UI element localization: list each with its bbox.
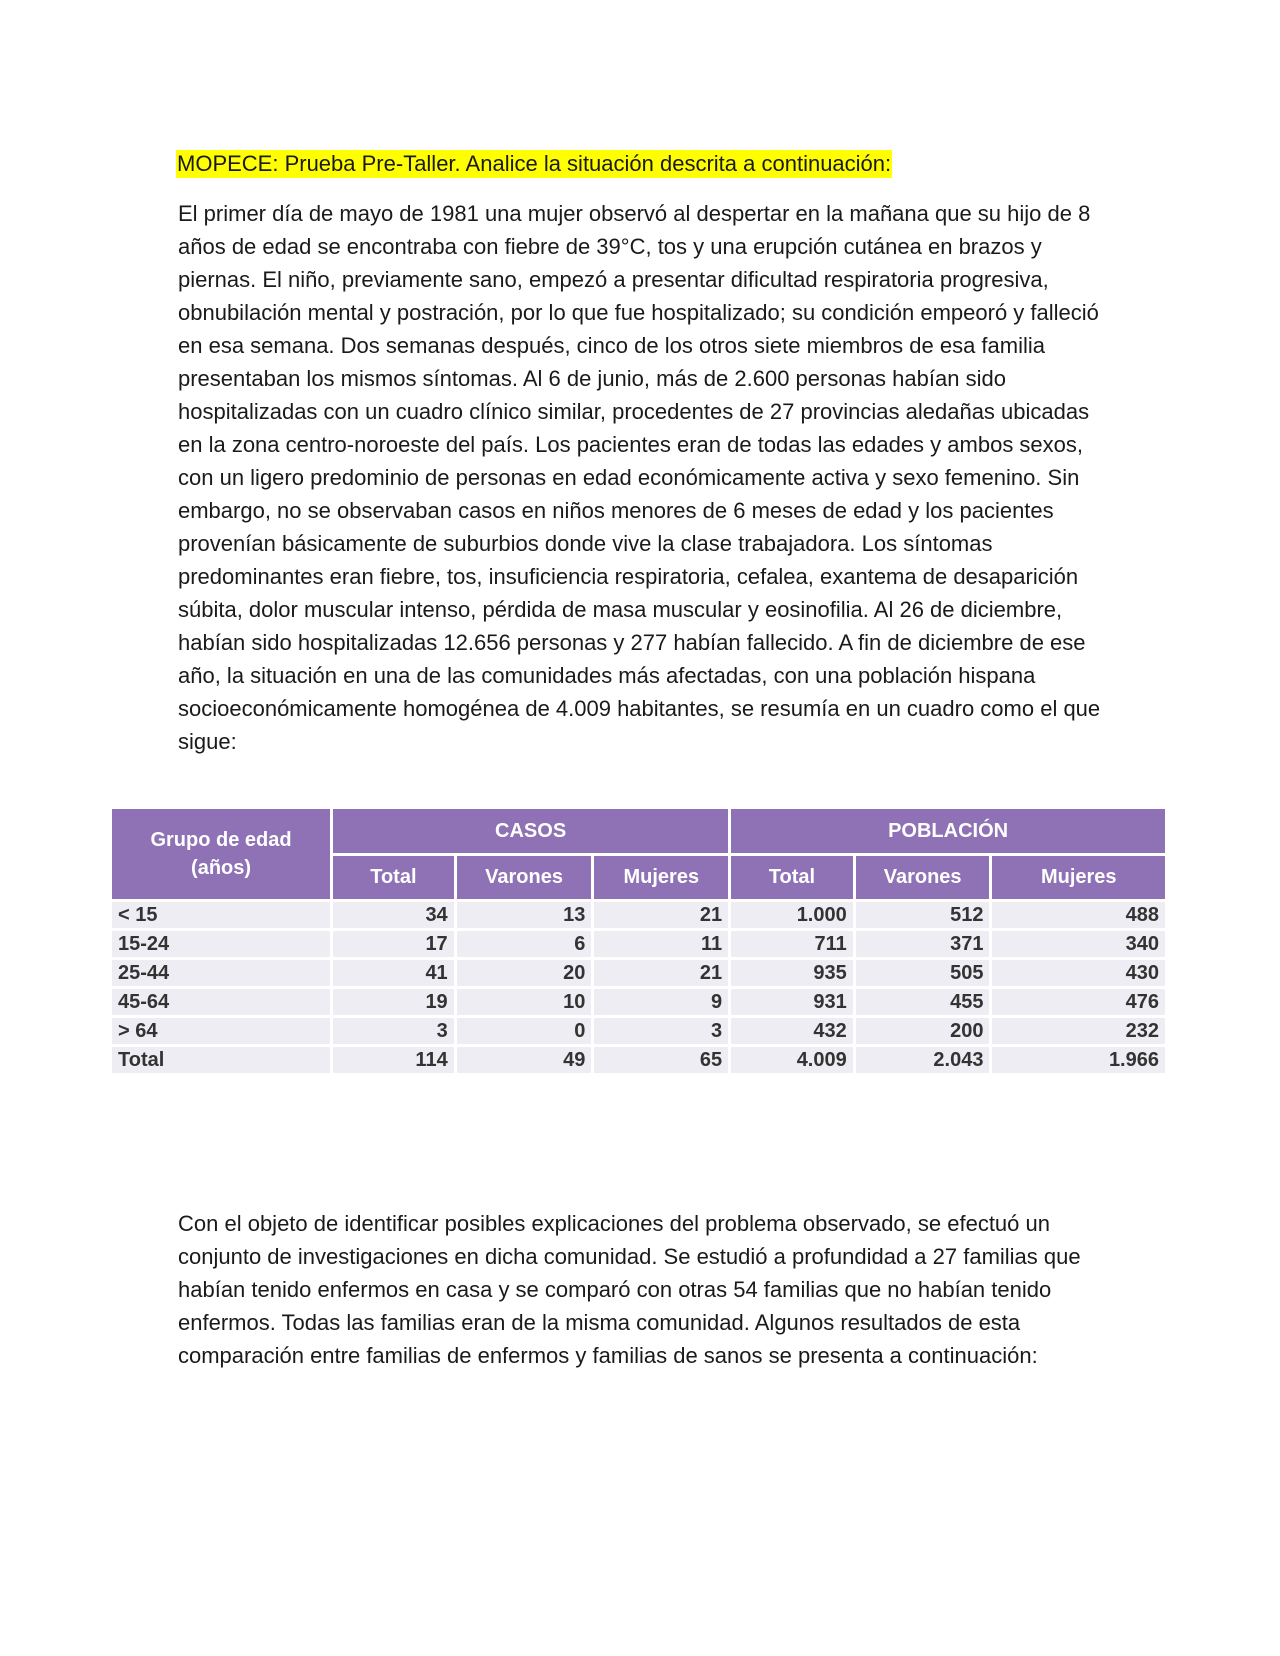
cases-total-header: Total	[332, 855, 456, 901]
population-women-header: Mujeres	[991, 855, 1167, 901]
cases-men-cell: 6	[455, 930, 593, 959]
table-row	[111, 1017, 1167, 1046]
cases-men-cell: 10	[455, 988, 593, 1017]
population-women-cell: 340	[991, 930, 1167, 959]
population-men-cell: 371	[854, 930, 991, 959]
cases-total-cell: 17	[332, 930, 456, 959]
cases-men-header: Varones	[455, 855, 593, 901]
age-cell: < 15	[111, 901, 332, 930]
population-men-cell: 505	[854, 959, 991, 988]
cases-total-cell: 19	[332, 988, 456, 1017]
age-group-header	[111, 808, 332, 901]
population-total-header: Total	[730, 855, 855, 901]
population-women-cell: 476	[991, 988, 1167, 1017]
cases-total-cell: 3	[332, 1017, 456, 1046]
age-cell: 45-64	[111, 988, 332, 1017]
cases-women-cell: 21	[593, 901, 730, 930]
cases-population-table	[109, 806, 1168, 1076]
cases-women-header: Mujeres	[593, 855, 730, 901]
cases-women-cell: 9	[593, 988, 730, 1017]
cases-men-cell: 49	[455, 1046, 593, 1075]
cases-women-cell: 21	[593, 959, 730, 988]
population-men-cell: 512	[854, 901, 991, 930]
population-total-cell: 4.009	[730, 1046, 855, 1075]
age-cell: 25-44	[111, 959, 332, 988]
table-row	[111, 959, 1167, 988]
age-cell: 15-24	[111, 930, 332, 959]
population-total-cell: 432	[730, 1017, 855, 1046]
population-women-cell: 430	[991, 959, 1167, 988]
cases-total-cell: 41	[332, 959, 456, 988]
population-men-header: Varones	[854, 855, 991, 901]
table-row	[111, 901, 1167, 930]
highlighted-heading: MOPECE: Prueba Pre-Taller. Analice la situación descrita a continuación:	[177, 151, 892, 176]
cases-men-cell: 0	[455, 1017, 593, 1046]
population-total-cell: 931	[730, 988, 855, 1017]
population-total-cell: 935	[730, 959, 855, 988]
table-total-row	[111, 1046, 1167, 1075]
cases-women-cell: 11	[593, 930, 730, 959]
cases-men-cell: 13	[455, 901, 593, 930]
population-men-cell: 200	[854, 1017, 991, 1046]
table-row	[111, 988, 1167, 1017]
cases-women-cell: 3	[593, 1017, 730, 1046]
population-group-header: POBLACIÓN	[730, 808, 1167, 855]
age-cell: Total	[111, 1046, 332, 1075]
cases-men-cell: 20	[455, 959, 593, 988]
population-women-cell: 488	[991, 901, 1167, 930]
age-cell: > 64	[111, 1017, 332, 1046]
population-total-cell: 1.000	[730, 901, 855, 930]
age-group-header-line2: (años)	[191, 857, 252, 879]
table-row	[111, 930, 1167, 959]
population-total-cell: 711	[730, 930, 855, 959]
population-women-cell: 232	[991, 1017, 1167, 1046]
cases-total-cell: 34	[332, 901, 456, 930]
age-group-header-line1: Grupo de edad	[150, 829, 292, 851]
investigation-paragraph: Con el objeto de identificar posibles explicaciones del problema observado, se efectuó un conjunto de investigaciones en dicha comunidad. Se estudió a profundidad a 27 familias que habían tenido enfermos en casa y se comparó con otras 54 familias que no habían tenido enfermos. Todas las familias eran de la misma comunidad. Algunos resultados de esta comparación entre familias de enfermos y familias de sanos se presenta a continuación:	[178, 1211, 1081, 1368]
population-women-cell: 1.966	[991, 1046, 1167, 1075]
cases-group-header: CASOS	[332, 808, 730, 855]
population-men-cell: 2.043	[854, 1046, 991, 1075]
cases-total-cell: 114	[332, 1046, 456, 1075]
population-men-cell: 455	[854, 988, 991, 1017]
intro-paragraph: El primer día de mayo de 1981 una mujer observó al despertar en la mañana que su hijo de 8 años de edad se encontraba con fiebre de 39°C, tos y una erupción cutánea en brazos y piernas. El niño, previamente sano, empezó a presentar dificultad respiratoria progresiva, obnubilación mental y postración, por lo que fue hospitalizado; su condición empeoró y falleció en esa semana. Dos semanas después, cinco de los otros siete miembros de esa familia presentaban los mismos síntomas. Al 6 de junio, más de 2.600 personas habían sido hospitalizadas con un cuadro clínico similar, procedentes de 27 provincias aledañas ubicadas en la zona centro-noroeste del país. Los pacientes eran de todas las edades y ambos sexos, con un ligero predominio de personas en edad económicamente activa y sexo femenino. Sin embargo, no se observaban casos en niños menores de 6 meses de edad y los pacientes provenían básicamente de suburbios donde vive la clase trabajadora. Los síntomas predominantes eran fiebre, tos, insuficiencia respiratoria, cefalea, exantema de desaparición súbita, dolor muscular intenso, pérdida de masa muscular y eosinofilia. Al 26 de diciembre, habían sido hospitalizadas 12.656 personas y 277 habían fallecido. A fin de diciembre de ese año, la situación en una de las comunidades más afectadas, con una población hispana socioeconómicamente homogénea de 4.009 habitantes, se resumía en un cuadro como el que sigue:	[178, 201, 1101, 754]
cases-women-cell: 65	[593, 1046, 730, 1075]
